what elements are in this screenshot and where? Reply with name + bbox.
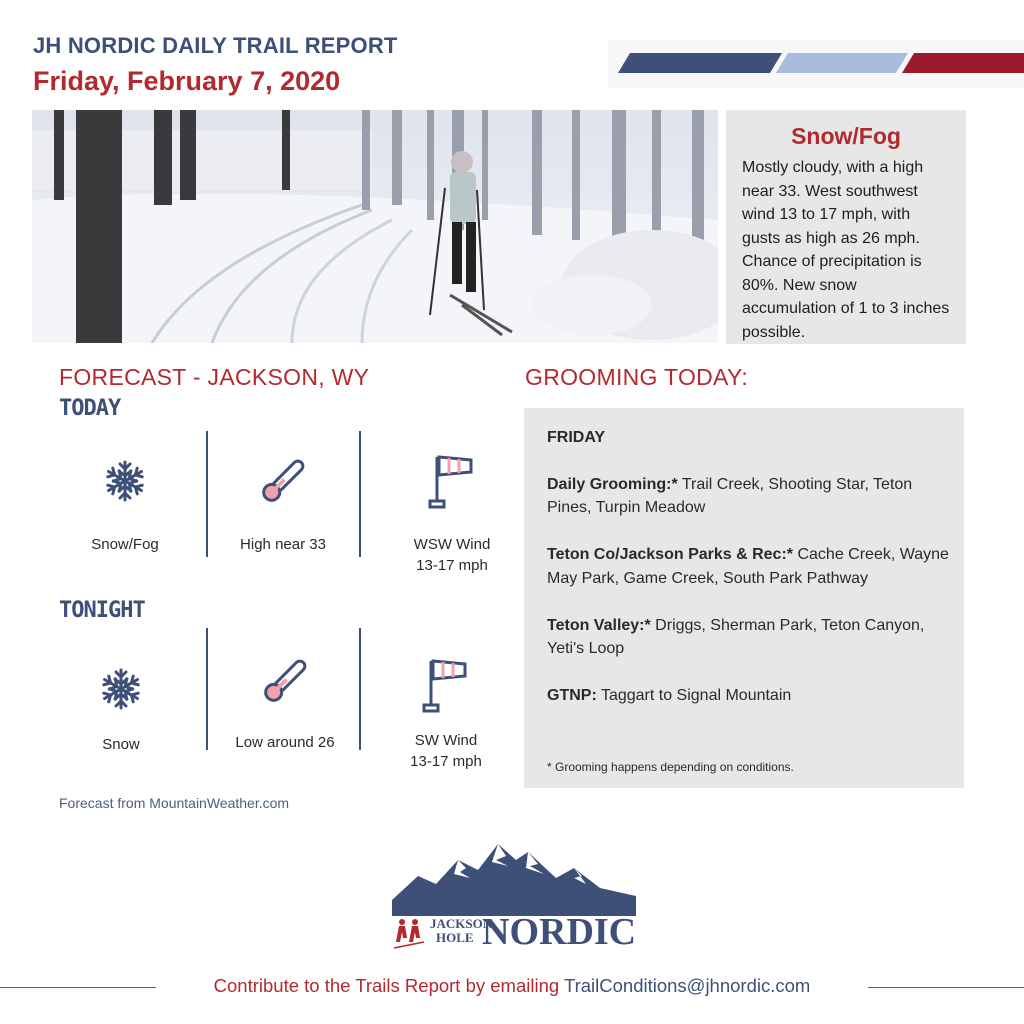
weather-summary-box: [726, 110, 966, 344]
windsock-icon: [377, 436, 527, 526]
divider: [206, 628, 208, 750]
grooming-note: * Grooming happens depending on conditions.: [547, 760, 794, 774]
report-date: Friday, February 7, 2020: [33, 66, 341, 96]
grooming-entry: [547, 614, 954, 661]
footer-email-link[interactable]: TrailConditions@jhnordic.com: [563, 975, 811, 996]
weather-description: Mostly cloudy, with a high near 33. West southwest wind 13 to 17 mph, with gusts as high as 26 mph. Chance of precipitation is 80%. New snow accumulation of 1 to 3 inches possible.: [742, 159, 950, 341]
today-temperature: [208, 436, 358, 555]
grooming-day: FRIDAY: [547, 429, 606, 446]
forecast-credit: Forecast from MountainWeather.com: [59, 795, 290, 811]
tonight-wind-label: [371, 730, 521, 772]
tonight-condition: [46, 644, 196, 755]
thermometer-icon: [210, 636, 360, 726]
grooming-entry: [547, 684, 954, 708]
forecast-heading: FORECAST - JACKSON, WY: [59, 364, 370, 390]
tonight-temperature: [210, 636, 360, 753]
today-label: TODAY: [59, 396, 121, 421]
tonight-temperature-label: Low around 26: [235, 734, 335, 751]
grooming-entry-label: Teton Co/Jackson Parks & Rec:*: [547, 546, 794, 563]
weather-title: Snow/Fog: [791, 123, 901, 149]
grooming-entry-text: Taggart to Signal Mountain: [596, 687, 792, 704]
today-condition: [50, 436, 200, 555]
grooming-box: [524, 408, 964, 788]
footer-text: Contribute to the Trails Report by emailing: [213, 975, 564, 996]
logo-nordic: NORDIC: [482, 911, 637, 953]
grooming-entry-text: Driggs, Sherman Park, Teton Canyon, Yeti's Loop: [547, 616, 925, 657]
snowflake-icon: [50, 436, 200, 526]
today-wind-direction: WSW Wind: [413, 536, 491, 553]
grooming-heading: GROOMING TODAY:: [525, 364, 749, 390]
grooming-entry: [547, 473, 954, 520]
today-temperature-label: High near 33: [240, 536, 326, 553]
tonight-wind-speed: 13-17 mph: [410, 753, 482, 770]
tonight-condition-label: Snow: [102, 736, 140, 753]
grooming-entry: [547, 543, 954, 590]
today-wind-label: [377, 534, 527, 576]
footer-contribute: [0, 975, 1024, 997]
tonight-wind: [371, 640, 521, 772]
tonight-wind-direction: SW Wind: [414, 732, 478, 749]
windsock-icon: [371, 640, 521, 730]
today-wind-speed: 13-17 mph: [416, 557, 488, 574]
grooming-entry-label: GTNP:: [547, 687, 597, 704]
grooming-entry-label: Teton Valley:*: [547, 616, 651, 634]
report-kicker: JH NORDIC DAILY TRAIL REPORT: [33, 33, 398, 58]
thermometer-icon: [208, 436, 358, 526]
snowflake-icon: [46, 644, 196, 734]
header-stripes: [618, 53, 1024, 73]
grooming-entry-text: Trail Creek, Shooting Star, Teton Pines, Turpin Meadow: [547, 475, 913, 516]
tonight-label: TONIGHT: [59, 598, 145, 623]
today-wind: [377, 436, 527, 576]
grooming-entry-text: Cache Creek, Wayne May Park, Game Creek, South Park Pathway: [547, 546, 949, 587]
today-condition-label: Snow/Fog: [91, 536, 159, 553]
divider: [359, 431, 361, 557]
grooming-entry-label: Daily Grooming:*: [547, 475, 678, 493]
logo-jackson: JACKSON: [430, 916, 493, 931]
logo-hole: HOLE: [436, 930, 474, 945]
jackson-hole-nordic-logo: [388, 838, 638, 963]
skier-photo: [32, 110, 718, 343]
